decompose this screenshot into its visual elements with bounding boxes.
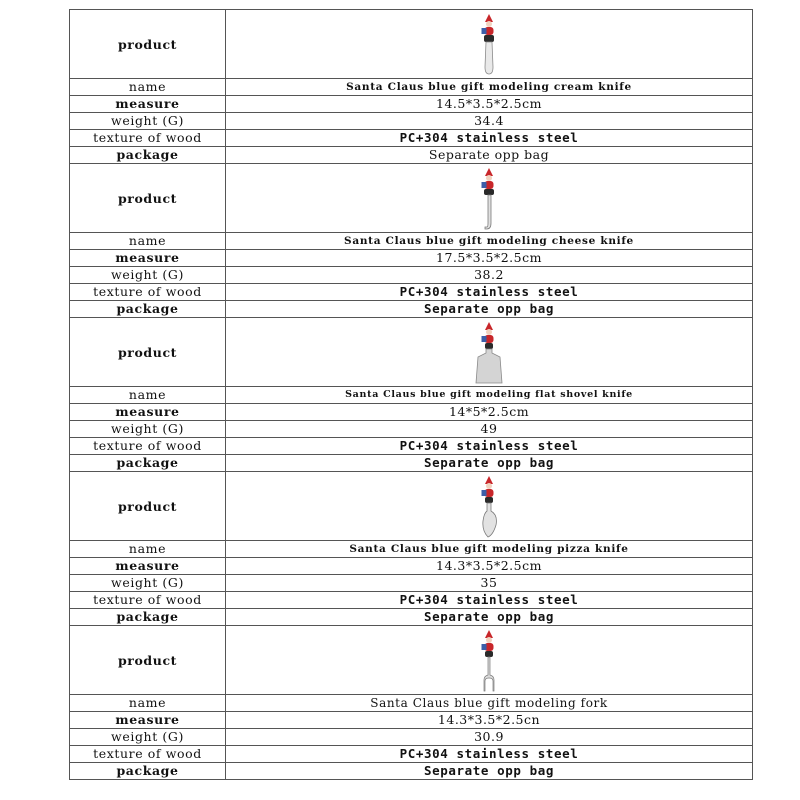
package-value: Separate opp bag <box>226 609 753 626</box>
measure-value: 14*5*2.5cm <box>226 404 753 421</box>
weight-label: weight (G) <box>70 421 226 438</box>
product-label: product <box>70 10 226 79</box>
name-label: name <box>70 695 226 712</box>
measure-label: measure <box>70 404 226 421</box>
weight-label: weight (G) <box>70 267 226 284</box>
package-value: Separate opp bag <box>226 147 753 164</box>
product-spec-table <box>69 9 753 780</box>
product-name: Santa Claus blue gift modeling cheese knife <box>226 233 753 250</box>
name-label: name <box>70 541 226 558</box>
package-label: package <box>70 455 226 472</box>
product-image-cell <box>226 472 753 541</box>
product-label: product <box>70 318 226 387</box>
package-label: package <box>70 609 226 626</box>
name-label: name <box>70 387 226 404</box>
package-label: package <box>70 301 226 318</box>
texture-label: texture of wood <box>70 592 226 609</box>
product-row <box>70 164 753 233</box>
product-row <box>70 626 753 695</box>
product-image-cell <box>226 164 753 233</box>
measure-value: 14.3*3.5*2.5cm <box>226 558 753 575</box>
product-name: Santa Claus blue gift modeling pizza knife <box>226 541 753 558</box>
texture-value: PC+304 stainless steel <box>226 592 753 609</box>
package-value: Separate opp bag <box>226 301 753 318</box>
weight-value: 38.2 <box>226 267 753 284</box>
package-value: Separate opp bag <box>226 455 753 472</box>
measure-value: 17.5*3.5*2.5cm <box>226 250 753 267</box>
cheese-knife-image <box>474 165 504 231</box>
product-name: Santa Claus blue gift modeling fork <box>226 695 753 712</box>
fork-image <box>474 627 504 693</box>
weight-value: 34.4 <box>226 113 753 130</box>
texture-label: texture of wood <box>70 746 226 763</box>
product-label: product <box>70 472 226 541</box>
weight-value: 30.9 <box>226 729 753 746</box>
texture-label: texture of wood <box>70 284 226 301</box>
measure-label: measure <box>70 96 226 113</box>
name-label: name <box>70 233 226 250</box>
weight-label: weight (G) <box>70 729 226 746</box>
texture-value: PC+304 stainless steel <box>226 284 753 301</box>
product-image-cell <box>226 318 753 387</box>
product-name: Santa Claus blue gift modeling cream knife <box>226 79 753 96</box>
measure-value: 14.3*3.5*2.5cn <box>226 712 753 729</box>
product-name: Santa Claus blue gift modeling flat shovel knife <box>226 387 753 404</box>
package-label: package <box>70 147 226 164</box>
measure-label: measure <box>70 250 226 267</box>
texture-value: PC+304 stainless steel <box>226 746 753 763</box>
product-row <box>70 472 753 541</box>
weight-label: weight (G) <box>70 113 226 130</box>
cream-knife-image <box>474 11 504 77</box>
texture-label: texture of wood <box>70 438 226 455</box>
measure-label: measure <box>70 712 226 729</box>
product-image-cell <box>226 626 753 695</box>
weight-value: 35 <box>226 575 753 592</box>
product-label: product <box>70 626 226 695</box>
weight-label: weight (G) <box>70 575 226 592</box>
package-label: package <box>70 763 226 780</box>
texture-value: PC+304 stainless steel <box>226 438 753 455</box>
texture-value: PC+304 stainless steel <box>226 130 753 147</box>
flat-shovel-knife-image <box>474 319 504 385</box>
name-label: name <box>70 79 226 96</box>
product-label: product <box>70 164 226 233</box>
product-row <box>70 10 753 79</box>
package-value: Separate opp bag <box>226 763 753 780</box>
texture-label: texture of wood <box>70 130 226 147</box>
pizza-knife-image <box>474 473 504 539</box>
product-row <box>70 318 753 387</box>
measure-value: 14.5*3.5*2.5cm <box>226 96 753 113</box>
measure-label: measure <box>70 558 226 575</box>
weight-value: 49 <box>226 421 753 438</box>
product-image-cell <box>226 10 753 79</box>
